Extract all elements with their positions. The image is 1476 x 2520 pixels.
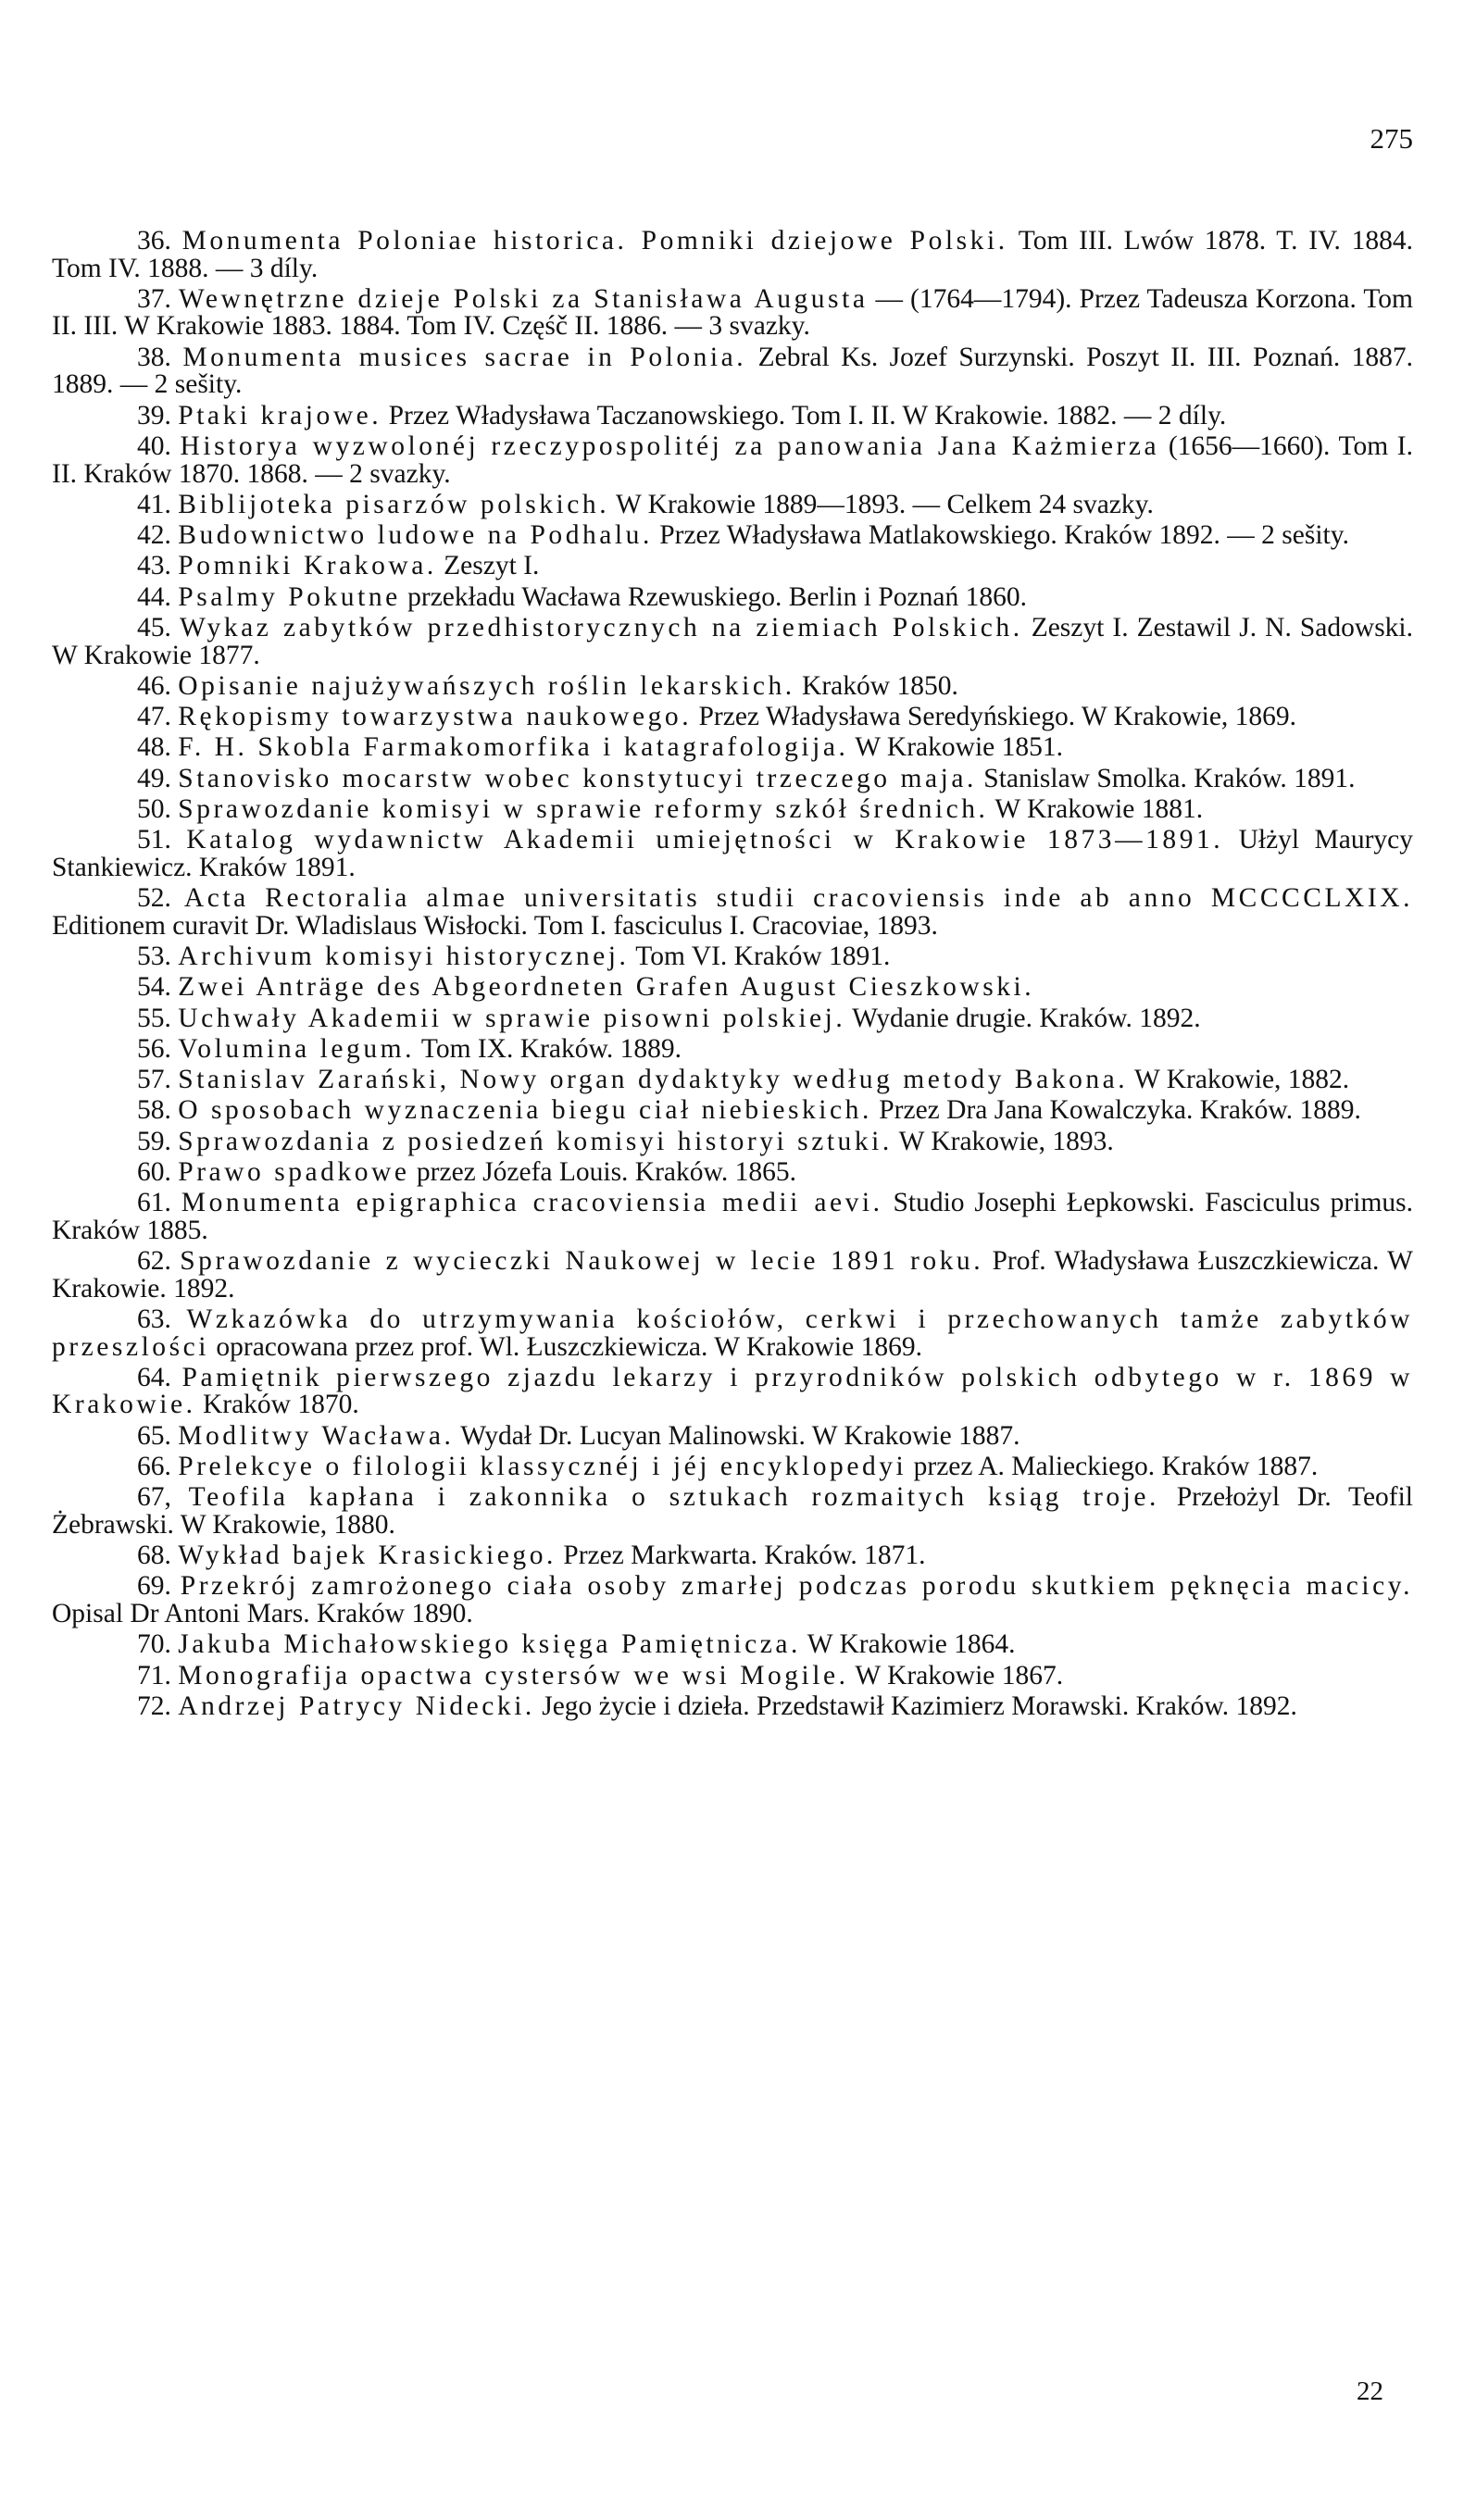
entry-title: Sprawozdania z posiedzeń komisyi historyi sztuki. xyxy=(178,1126,893,1156)
entry-title: Uchwały Akademii w sprawie pisowni polskiej. xyxy=(178,1003,846,1033)
entry-title: Rękopismy towarzystwa naukowego. xyxy=(178,702,693,732)
entry-number: 55. xyxy=(137,1003,171,1033)
entry-number: 70. xyxy=(137,1629,171,1660)
entry-title: Monumenta epigraphica cracoviensia medii aevi. xyxy=(181,1188,883,1218)
entry-number: 69. xyxy=(137,1571,171,1602)
bibliography-entry xyxy=(52,1362,1414,1420)
entry-title: Historya wyzwolonéj rzeczypospolitéj za panowania Jana Każmierza xyxy=(180,430,1160,461)
entry-number: 56. xyxy=(137,1033,171,1064)
entry-title: Jakuba Michałowskiego księga Pamiętnicza. xyxy=(178,1629,801,1660)
entry-number: 36. xyxy=(137,226,171,256)
entry-number: 71. xyxy=(137,1660,171,1690)
entry-details: przekładu Wacława Rzewuskiego. Berlin i Poznań 1860. xyxy=(400,581,1027,612)
entry-details: Przełożyl Dr. Teofil Żebrawski. W Krakowie, 1880. xyxy=(52,1482,1413,1540)
bibliography-entry xyxy=(52,344,1413,399)
entry-title: Przekrój zamrożonego ciała osoby zmarłej podczas porodu skutkiem pęknęcia macicy. xyxy=(180,1571,1413,1602)
bibliography-entry xyxy=(52,1190,1413,1244)
entry-details: W Krakowie 1881. xyxy=(988,793,1204,824)
entry-details: Wydał Dr. Lucyan Malinowski. W Krakowie 1887. xyxy=(454,1420,1020,1451)
entry-details: W Krakowie 1851. xyxy=(848,732,1063,763)
entry-details: Zeszyt I. xyxy=(436,551,540,581)
entry-number: 45. xyxy=(137,612,171,642)
entry-details: W Krakowie 1867. xyxy=(848,1660,1064,1690)
entry-title: Katalog wydawnictw Akademii umiejętności w Krakowie 1873—1891. xyxy=(186,825,1224,855)
entry-details: Prof. Władysława Łuszczkiewicza. W Krakowie. 1892. xyxy=(52,1246,1413,1304)
entry-number: 51. xyxy=(137,825,171,855)
entry-number: 53. xyxy=(137,941,171,971)
entry-details: Ułżyl Maurycy Stankiewicz. Kraków 1891. xyxy=(52,825,1414,882)
entry-title: Prelekcye o filologii klassycznéj i jéj encyklopedyi xyxy=(178,1451,907,1481)
entry-title: Volumina legum. xyxy=(178,1033,416,1064)
entry-details: Editionem curavit Dr. Wladislaus Wisłocki. Tom I. fasciculus I. Cracoviae, 1893. xyxy=(52,910,938,941)
entry-details: — (1764—1794). Przez Tadeusza Korzona. Tom II. III. W Krakowie 1883. 1884. Tom IV. Częśč II. 1886. — 3 svazky. xyxy=(52,283,1413,342)
entry-title: Stanovisko mocarstw wobec konstytucyi trzeczego maja. xyxy=(178,763,977,793)
entry-details: Kraków 1870. xyxy=(195,1390,359,1420)
bibliography-entry xyxy=(52,400,1413,430)
entry-details: Jego życie i dzieła. Przedstawił Kazimierz Morawski. Kraków. 1892. xyxy=(534,1690,1297,1721)
bibliography-entry xyxy=(52,1542,1413,1570)
entry-details: Przez Markwarta. Kraków. 1871. xyxy=(556,1541,926,1571)
bibliography-entry xyxy=(52,763,1413,793)
bibliography-entry xyxy=(52,1306,1413,1361)
entry-details: Przez Władysława Seredyńskiego. W Krakowie, 1869. xyxy=(692,702,1297,732)
entry-number: 44. xyxy=(137,581,171,612)
entry-title: Acta Rectoralia almae universitatis studii cracoviensis inde ab anno MCCCCLXIX. xyxy=(183,883,1413,914)
entry-title: Pomniki Krakowa. xyxy=(178,551,437,581)
entry-number: 37. xyxy=(137,283,171,314)
bibliography-entry xyxy=(52,1097,1413,1125)
entry-title: Andrzej Patrycy Nidecki. xyxy=(178,1690,535,1721)
bibliography-entry xyxy=(52,522,1413,550)
bibliography-entry xyxy=(52,1660,1413,1690)
entry-number: 57. xyxy=(137,1065,171,1095)
entry-details: opracowana przez prof. Wl. Łuszczkiewicza. W Krakowie 1869. xyxy=(209,1331,922,1362)
entry-title: Wykład bajek Krasickiego. xyxy=(178,1541,557,1571)
entry-details: Kraków 1850. xyxy=(794,670,958,701)
entry-number: 61. xyxy=(137,1188,171,1218)
entry-number: 54. xyxy=(137,972,171,1003)
bibliography-entry xyxy=(52,827,1413,881)
entry-title: Teofila kapłana i zakonnika o sztukach rozmaitych ksiąg troje. xyxy=(188,1482,1159,1513)
entry-title: Biblijoteka pisarzów polskich. xyxy=(178,489,610,519)
entry-details: Przez Władysława Matlakowskiego. Kraków 1892. — 2 sešity. xyxy=(652,520,1349,551)
bibliography-entry xyxy=(52,943,1413,971)
entry-number: 67, xyxy=(137,1482,171,1513)
bibliography-entry xyxy=(52,704,1413,731)
entry-number: 50. xyxy=(137,793,171,824)
bibliography-entry xyxy=(52,734,1413,762)
bibliography-entry xyxy=(52,885,1413,940)
entry-title: Psalmy Pokutne xyxy=(178,581,401,612)
bibliography-entry xyxy=(52,553,1413,580)
entry-title: Archivum komisyi historycznej. xyxy=(178,941,630,971)
entry-details: Przez Władysława Taczanowskiego. Tom I. II. W Krakowie. 1882. — 2 díly. xyxy=(382,400,1227,430)
entry-details: Tom IX. Kraków. 1889. xyxy=(415,1033,682,1064)
entry-number: 66. xyxy=(137,1451,171,1481)
entry-title: O sposobach wyznaczenia biegu ciał niebieskich. xyxy=(178,1095,872,1126)
entry-details: Wydanie drugie. Kraków. 1892. xyxy=(845,1003,1201,1033)
bibliography-entry xyxy=(52,1690,1413,1721)
entry-details: W Krakowie 1864. xyxy=(800,1629,1016,1660)
entry-title: Pamiętnik pierwszego zjazdu lekarzy i przyrodników polskich odbytego w r. 1869 w Krakowie. xyxy=(52,1362,1414,1420)
bibliography-entry xyxy=(52,489,1413,519)
bibliography-entry xyxy=(52,1453,1413,1481)
entry-title: Sprawozdanie z wycieczki Naukowej w lecie 1891 roku. xyxy=(180,1246,984,1277)
bibliography-entry xyxy=(52,283,1413,342)
entry-number: 65. xyxy=(137,1420,171,1451)
entry-title: Stanislav Zarański, Nowy organ dydaktyky według metody Bakona. xyxy=(178,1065,1129,1095)
entry-details: (1656—1660). Tom I. II. Kraków 1870. 1868. — 2 svazky. xyxy=(52,430,1413,489)
bibliography-list xyxy=(52,228,1413,1724)
bibliography-entry xyxy=(52,1631,1413,1659)
entry-details: W Krakowie, 1882. xyxy=(1128,1065,1350,1095)
bibliography-entry xyxy=(52,612,1414,670)
entry-title: Wzkazówka do utrzymywania kościołów, cerkwi i przechowanych tamże zabytków przeszlości xyxy=(52,1304,1413,1362)
entry-details: Stanislaw Smolka. Kraków. 1891. xyxy=(976,763,1356,793)
entry-title: Wykaz zabytków przedhistorycznych na ziemiach Polskich. xyxy=(179,612,1023,642)
signature-mark: 22 xyxy=(1357,2377,1383,2406)
bibliography-entry xyxy=(52,1484,1413,1539)
bibliography-entry xyxy=(52,670,1413,701)
bibliography-entry xyxy=(52,1420,1413,1451)
entry-title: Monumenta musices sacrae in Polonia. xyxy=(182,342,747,372)
bibliography-entry xyxy=(52,1067,1413,1094)
entry-title: Budownictwo ludowe na Podhalu. xyxy=(178,520,653,551)
entry-details: W Krakowie 1889—1893. — Celkem 24 svazky. xyxy=(609,489,1154,519)
bibliography-entry xyxy=(52,430,1413,489)
entry-title: Monografija opactwa cystersów we wsi Mogile. xyxy=(178,1660,849,1690)
entry-number: 52. xyxy=(137,883,171,914)
entry-number: 42. xyxy=(137,520,171,551)
entry-details: Tom VI. Kraków 1891. xyxy=(629,941,891,971)
entry-number: 58. xyxy=(137,1095,171,1126)
entry-title: Zwei Anträge des Abgeordneten Grafen August Cieszkowski. xyxy=(178,972,1035,1003)
entry-number: 39. xyxy=(137,400,171,430)
entry-details: Zebral Ks. Jozef Surzynski. Poszyt II. III. Poznań. 1887. 1889. — 2 sešity. xyxy=(52,342,1414,400)
entry-number: 60. xyxy=(137,1156,171,1187)
bibliography-entry xyxy=(52,1126,1413,1156)
page-number: 275 xyxy=(1370,122,1413,155)
entry-number: 40. xyxy=(137,430,171,461)
entry-number: 46. xyxy=(137,670,171,701)
entry-title: Modlitwy Wacława. xyxy=(178,1420,455,1451)
bibliography-entry xyxy=(52,228,1413,282)
entry-number: 48. xyxy=(137,732,171,763)
entry-details: Studio Josephi Łepkowski. Fasciculus primus. Kraków 1885. xyxy=(52,1188,1413,1245)
entry-number: 47. xyxy=(137,702,171,732)
entry-number: 63. xyxy=(137,1304,171,1334)
entry-title: Opisanie najużywańszych roślin lekarskich. xyxy=(178,670,795,701)
entry-title: Ptaki krajowe. xyxy=(178,400,382,430)
entry-number: 49. xyxy=(137,763,171,793)
bibliography-entry xyxy=(52,974,1413,1002)
entry-number: 68. xyxy=(137,1541,171,1571)
entry-details: przez Józefa Louis. Kraków. 1865. xyxy=(409,1156,797,1187)
entry-title: Wewnętrzne dzieje Polski za Stanisława Augusta xyxy=(178,283,869,314)
entry-number: 72. xyxy=(137,1690,171,1721)
entry-title: Prawo spadkowe xyxy=(178,1156,410,1187)
entry-details: W Krakowie, 1893. xyxy=(892,1126,1114,1156)
entry-details: Tom III. Lwów 1878. T. IV. 1884. Tom IV. 1888. — 3 díly. xyxy=(52,226,1413,283)
entry-number: 38. xyxy=(137,342,171,372)
bibliography-entry xyxy=(52,1573,1413,1628)
bibliography-entry xyxy=(52,793,1413,824)
entry-number: 62. xyxy=(137,1246,171,1277)
entry-title: F. H. Skobla Farmakomorfika i katagrafologija. xyxy=(178,732,849,763)
entry-details: przez A. Malieckiego. Kraków 1887. xyxy=(907,1451,1319,1481)
bibliography-entry xyxy=(52,1156,1413,1187)
bibliography-entry xyxy=(52,1033,1413,1064)
bibliography-entry xyxy=(52,1248,1413,1303)
entry-number: 59. xyxy=(137,1126,171,1156)
entry-number: 41. xyxy=(137,489,171,519)
entry-title: Monumenta Poloniae historica. Pomniki dziejowe Polski. xyxy=(181,226,1008,256)
entry-number: 64. xyxy=(137,1362,171,1392)
bibliography-entry xyxy=(52,581,1413,612)
entry-details: Zeszyt I. Zestawil J. N. Sadowski. W Krakowie 1877. xyxy=(52,612,1414,670)
entry-number: 43. xyxy=(137,551,171,581)
entry-details: Opisal Dr Antoni Mars. Kraków 1890. xyxy=(52,1599,473,1628)
entry-title: Sprawozdanie komisyi w sprawie reformy szkół średnich. xyxy=(178,793,989,824)
entry-details: Przez Dra Jana Kowalczyka. Kraków. 1889. xyxy=(871,1095,1361,1126)
bibliography-entry xyxy=(52,1005,1413,1033)
